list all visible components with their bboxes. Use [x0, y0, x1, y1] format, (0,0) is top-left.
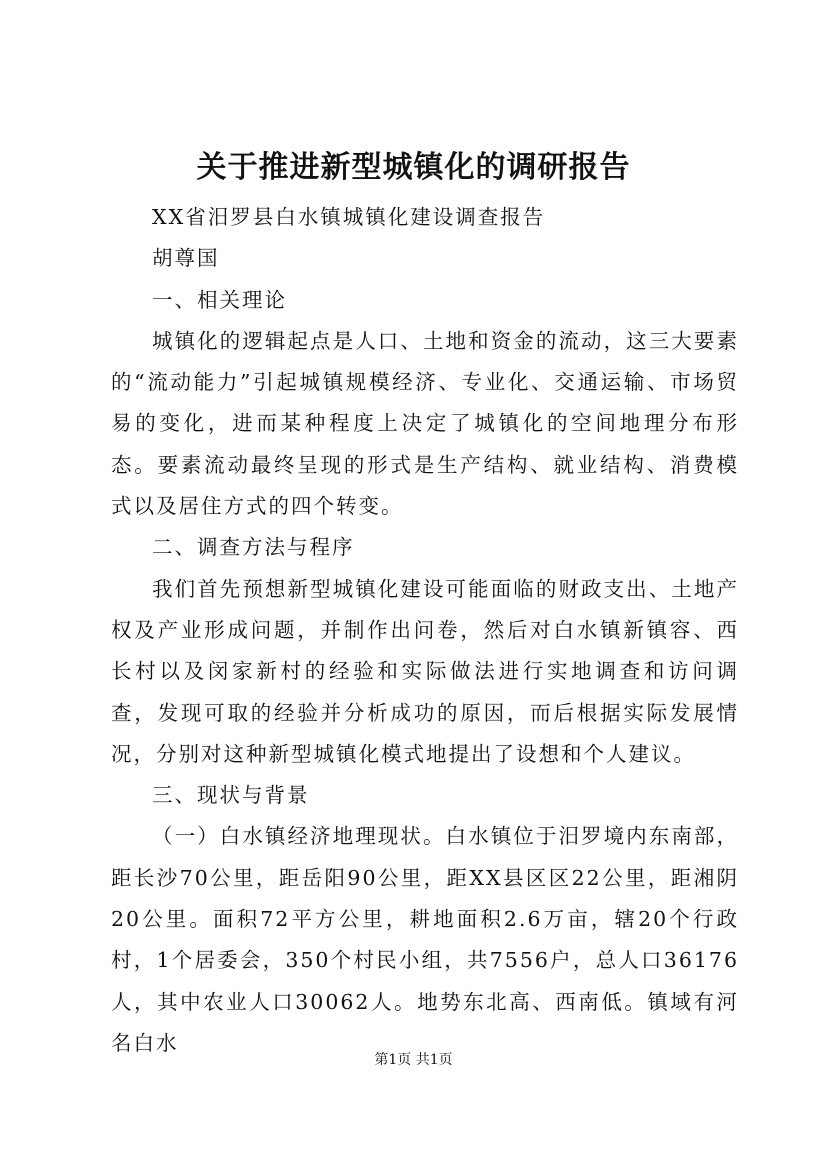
- body-paragraph-theory: 城镇化的逻辑起点是人口、土地和资金的流动，这三大要素的“流动能力”引起城镇规模经济、专业化、交通运输、市场贸易的变化，进而某种程度上决定了城镇化的空间地理分布形态。要素流动最终呈现的形式是生产结构、就业结构、消费模式以及居住方式的四个转变。: [111, 328, 739, 519]
- page-footer: 第1页 共1页: [374, 1052, 453, 1068]
- body-paragraph-background: （一）白水镇经济地理现状。白水镇位于汨罗境内东南部，距长沙70公里，距岳阳90公里，距XX县区区22公里，距湘阴20公里。面积72平方公里，耕地面积2.6万亩，辖20个行政村，1个居委会，350个村民小组，共7556户，总人口36176人，其中农业人口30062人。地势东北高、西南低。镇域有河名白水: [111, 824, 739, 1055]
- subtitle-paragraph: XX省汨罗县白水镇城镇化建设调查报告: [152, 205, 546, 229]
- author-paragraph: 胡尊国: [152, 246, 220, 271]
- section-heading-theory: 一、相关理论: [152, 287, 287, 312]
- document-body: [111, 197, 739, 1064]
- document-title: 关于推进新型城镇化的调研报告: [196, 150, 631, 185]
- section-heading-background: 三、现状与背景: [152, 783, 310, 808]
- section-heading-method: 二、调查方法与程序: [152, 535, 355, 560]
- body-paragraph-method: 我们首先预想新型城镇化建设可能面临的财政支出、土地产权及产业形成问题，并制作出问卷，然后对白水镇新镇容、西长村以及闵家新村的经验和实际做法进行实地调查和访问调查，发现可取的经验并分析成功的原因，而后根据实际发展情况，分别对这种新型城镇化模式地提出了设想和个人建议。: [111, 576, 739, 766]
